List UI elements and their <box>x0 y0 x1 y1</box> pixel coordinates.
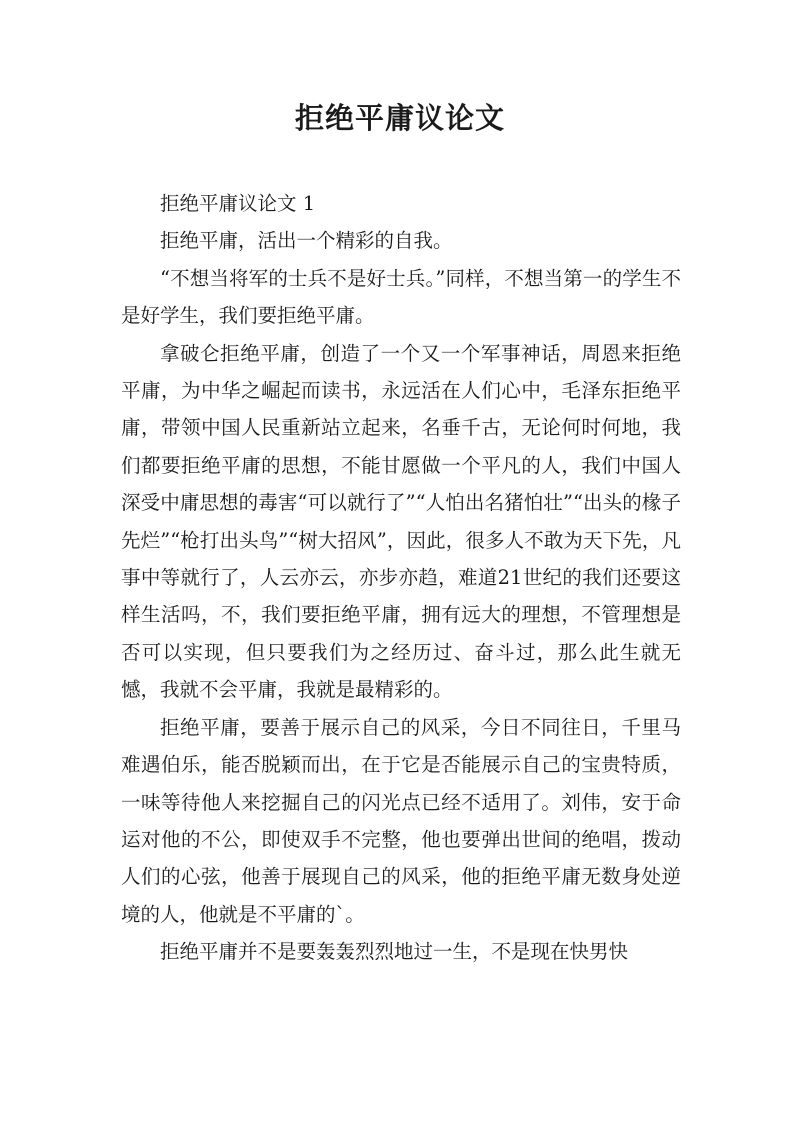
paragraph: “不想当将军的士兵不是好士兵。”同样，不想当第一的学生不是好学生，我们要拒绝平庸。 <box>121 266 681 328</box>
paragraph: 拒绝平庸，要善于展示自己的风采，今日不同往日，千里马难遇伯乐，能否脱颖而出，在于它是否能展示自己的宝贵特质，一味等待他人来挖掘自己的闪光点已经不适用了。刘伟，安于命运对他的不公，即使双手不完整，他也要弹出世间的绝唱，拨动人们的心弦，他善于展现自己的风采，他的拒绝平庸无数身处逆境的人，他就是不平庸的`。 <box>121 715 681 926</box>
document-body <box>121 185 681 971</box>
document-title: 拒绝平庸议论文 <box>294 101 505 135</box>
paragraph: 拿破仑拒绝平庸，创造了一个又一个军事神话，周恩来拒绝平庸，为中华之崛起而读书，永远活在人们心中，毛泽东拒绝平庸，带领中国人民重新站立起来，名垂千古，无论何时何地，我们都要拒绝平庸的思想，不能甘愿做一个平凡的人，我们中国人深受中庸思想的毒害“可以就行了”“人怕出名猪怕壮”“出头的椽子先烂”“枪打出头鸟”“树大招风”，因此，很多人不敢为天下先，凡事中等就行了，人云亦云，亦步亦趋，难道21世纪的我们还要这样生活吗，不，我们要拒绝平庸，拥有远大的理想，不管理想是否可以实现，但只要我们为之经历过、奋斗过，那么此生就无憾，我就不会平庸，我就是最精彩的。 <box>121 341 681 702</box>
paragraph: 拒绝平庸并不是要轰轰烈烈地过一生，不是现在快男快 <box>160 940 629 964</box>
paragraph: 拒绝平庸议论文 1 <box>160 192 316 215</box>
paragraph: 拒绝平庸，活出一个精彩的自我。 <box>160 229 453 253</box>
